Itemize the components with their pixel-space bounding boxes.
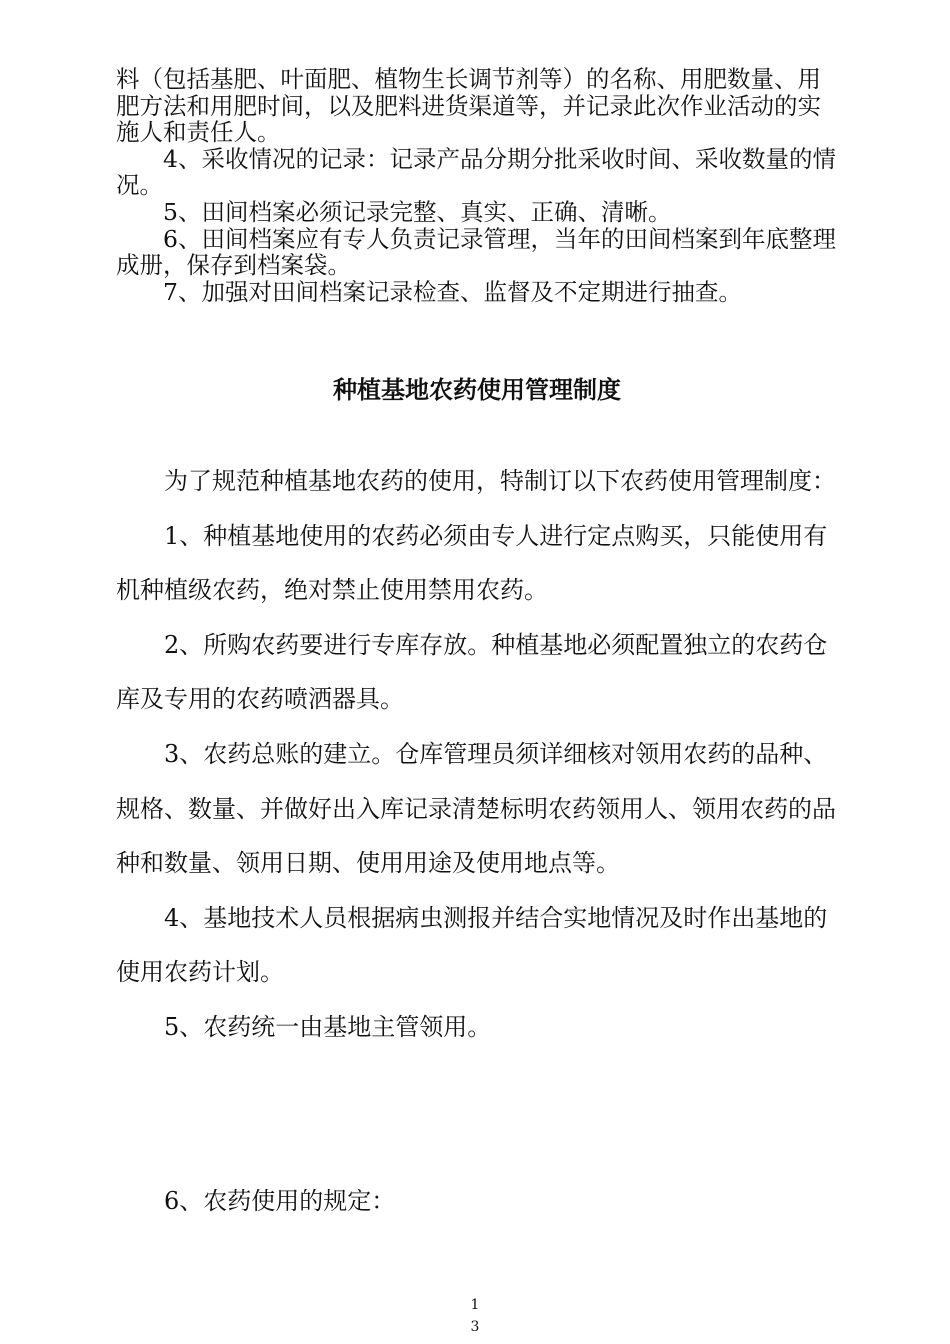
page-number: 1 3 xyxy=(470,1297,480,1335)
list-item-archive-complete: 5、田间档案必须记录完整、真实、正确、清晰。 xyxy=(163,197,672,226)
list-item-storage: 2、所购农药要进行专库存放。种植基地必须配置独立的农药仓库及专用的农药喷洒器具。 xyxy=(116,630,828,714)
paragraph-fertilizer-continuation: 料（包括基肥、叶面肥、植物生长调节剂等）的名称、用肥数量、用肥方法和用肥时间，以及肥料进货渠道等，并记录此次作业活动的实施人和责任人。 xyxy=(116,65,821,147)
list-item-archive-inspection: 7、加强对田间档案记录检查、监督及不定期进行抽查。 xyxy=(163,277,742,306)
list-item-plan: 4、基地技术人员根据病虫测报并结合实地情况及时作出基地的使用农药计划。 xyxy=(116,903,828,987)
field-archive-section xyxy=(116,66,838,305)
paragraph-intro: 为了规范种植基地农药的使用，特制订以下农药使用管理制度： xyxy=(164,467,836,495)
list-item-usage-rules: 6、农药使用的规定： xyxy=(164,1187,396,1215)
list-item-harvest-record: 4、采收情况的记录：记录产品分期分批采收时间、采收数量的情况。 xyxy=(116,144,836,200)
list-item-ledger: 3、农药总账的建立。仓库管理员须详细核对领用农药的品种、规格、数量、并做好出入库记录清楚标明农药领用人、领用农药的品种和数量、领用日期、使用用途及使用地点等。 xyxy=(116,739,836,878)
pesticide-rules-heading-block xyxy=(116,1174,838,1229)
pesticide-policy-section xyxy=(116,454,838,1055)
list-item-archive-manager: 6、田间档案应有专人负责记录管理，当年的田间档案到年底整理成册，保存到档案袋。 xyxy=(116,224,836,280)
list-item-collection: 5、农药统一由基地主管领用。 xyxy=(164,1012,492,1041)
section-title: 种植基地农药使用管理制度 xyxy=(333,375,621,404)
list-item-purchase: 1、种植基地使用的农药必须由专人进行定点购买，只能使用有机种植级农药，绝对禁止使用禁用农药。 xyxy=(116,521,828,605)
